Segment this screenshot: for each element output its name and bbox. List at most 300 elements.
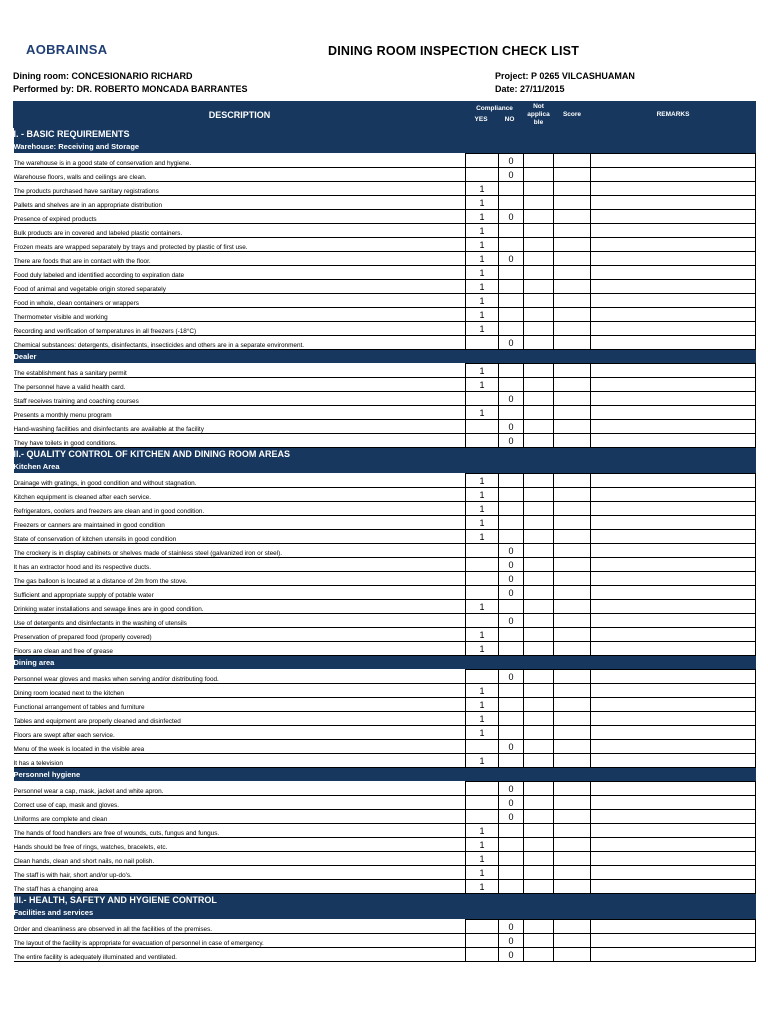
not-applicable-cell (524, 642, 554, 656)
item-description: It has a television (14, 754, 466, 768)
company-logo: AOBRAINSA (26, 42, 108, 57)
not-applicable-cell (524, 168, 554, 182)
yes-cell: 1 (466, 698, 499, 712)
no-cell: 0 (499, 558, 524, 572)
not-applicable-cell (524, 308, 554, 322)
remarks-cell (591, 740, 756, 754)
no-cell (499, 502, 524, 516)
item-description: The personnel have a valid health card. (14, 378, 466, 392)
table-row (14, 392, 756, 406)
remarks-cell (591, 196, 756, 210)
table-row (14, 224, 756, 238)
table-row (14, 740, 756, 754)
remarks-cell (591, 810, 756, 824)
not-applicable-cell (524, 614, 554, 628)
no-cell: 0 (499, 934, 524, 948)
table-row (14, 880, 756, 894)
yes-cell (466, 572, 499, 586)
item-description: Freezers or canners are maintained in good condition (14, 516, 466, 530)
not-applicable-cell (524, 628, 554, 642)
remarks-cell (591, 224, 756, 238)
item-description: Order and cleanliness are observed in all the facilities of the premises. (14, 920, 466, 934)
yes-cell (466, 434, 499, 448)
table-row (14, 572, 756, 586)
score-cell (554, 810, 591, 824)
no-cell (499, 378, 524, 392)
table-row (14, 726, 756, 740)
table-row (14, 488, 756, 502)
no-cell (499, 516, 524, 530)
no-cell (499, 600, 524, 614)
score-cell (554, 796, 591, 810)
no-cell: 0 (499, 420, 524, 434)
no-cell: 0 (499, 168, 524, 182)
yes-cell: 1 (466, 322, 499, 336)
yes-cell (466, 586, 499, 600)
table-row (14, 948, 756, 962)
not-applicable-cell (524, 558, 554, 572)
table-row (14, 294, 756, 308)
remarks-cell (591, 266, 756, 280)
table-row (14, 252, 756, 266)
table-row (14, 838, 756, 852)
inspection-info (13, 70, 248, 96)
not-applicable-cell (524, 824, 554, 838)
table-row (14, 810, 756, 824)
no-cell: 0 (499, 392, 524, 406)
table-row (14, 614, 756, 628)
section-header (14, 894, 756, 907)
compliance-header (466, 102, 524, 128)
not-applicable-cell (524, 210, 554, 224)
remarks-cell (591, 628, 756, 642)
item-description: Personnel wear a cap, mask, jacket and white apron. (14, 782, 466, 796)
no-cell (499, 712, 524, 726)
not-applicable-cell (524, 252, 554, 266)
remarks-cell (591, 502, 756, 516)
score-cell (554, 168, 591, 182)
no-cell: 0 (499, 920, 524, 934)
table-row (14, 544, 756, 558)
not-applicable-cell (524, 852, 554, 866)
remarks-cell (591, 294, 756, 308)
yes-cell: 1 (466, 224, 499, 238)
yes-cell (466, 782, 499, 796)
subsection-title: Warehouse: Receiving and Storage (14, 140, 756, 154)
item-description: The staff is with hair, short and/or up-do's. (14, 866, 466, 880)
yes-cell: 1 (466, 502, 499, 516)
no-cell (499, 838, 524, 852)
remarks-cell (591, 322, 756, 336)
not-applicable-cell (524, 726, 554, 740)
item-description: Refrigerators, coolers and freezers are clean and in good condition. (14, 502, 466, 516)
score-cell (554, 824, 591, 838)
score-cell (554, 308, 591, 322)
remarks-cell (591, 754, 756, 768)
item-description: The staff has a changing area (14, 880, 466, 894)
item-description: Thermometer visible and working (14, 308, 466, 322)
not-applicable-cell (524, 810, 554, 824)
item-description: Floors are swept after each service. (14, 726, 466, 740)
subsection-title: Facilities and services (14, 906, 756, 920)
item-description: The entire facility is adequately illuminated and ventilated. (14, 948, 466, 962)
subsection-title: Kitchen Area (14, 460, 756, 474)
score-cell (554, 406, 591, 420)
not-applicable-cell (524, 838, 554, 852)
no-cell: 0 (499, 252, 524, 266)
yes-cell: 1 (466, 516, 499, 530)
not-applicable-cell (524, 224, 554, 238)
not-applicable-line-2: applica (527, 110, 550, 118)
yes-cell: 1 (466, 600, 499, 614)
remarks-cell (591, 866, 756, 880)
no-cell (499, 754, 524, 768)
remarks-cell (591, 726, 756, 740)
table-row (14, 154, 756, 168)
score-cell (554, 488, 591, 502)
no-cell: 0 (499, 810, 524, 824)
item-description: Drainage with gratings, in good condition and without stagnation. (14, 474, 466, 488)
score-cell (554, 614, 591, 628)
remarks-cell (591, 392, 756, 406)
score-cell (554, 364, 591, 378)
score-cell (554, 434, 591, 448)
no-cell: 0 (499, 434, 524, 448)
subsection-title: Dining area (14, 656, 756, 670)
table-row (14, 670, 756, 684)
table-row (14, 920, 756, 934)
yes-cell: 1 (466, 406, 499, 420)
not-applicable-cell (524, 196, 554, 210)
no-cell (499, 406, 524, 420)
score-cell (554, 782, 591, 796)
not-applicable-cell (524, 336, 554, 350)
yes-cell: 1 (466, 364, 499, 378)
score-cell (554, 266, 591, 280)
yes-cell: 1 (466, 182, 499, 196)
no-cell (499, 642, 524, 656)
item-description: Chemical substances: detergents, disinfectants, insecticides and others are in a separate environment. (14, 336, 466, 350)
item-description: Personnel wear gloves and masks when serving and/or distributing food. (14, 670, 466, 684)
score-cell (554, 196, 591, 210)
score-cell (554, 586, 591, 600)
score-cell (554, 866, 591, 880)
table-row (14, 420, 756, 434)
item-description: Tables and equipment are properly cleaned and disinfected (14, 712, 466, 726)
no-cell (499, 182, 524, 196)
yes-cell (466, 740, 499, 754)
not-applicable-cell (524, 684, 554, 698)
item-description: Pallets and shelves are in an appropriate distribution (14, 196, 466, 210)
subsection-header (14, 460, 756, 474)
score-cell (554, 670, 591, 684)
remarks-cell (591, 880, 756, 894)
score-cell (554, 754, 591, 768)
yes-cell: 1 (466, 852, 499, 866)
no-cell (499, 726, 524, 740)
score-cell (554, 378, 591, 392)
score-cell (554, 572, 591, 586)
score-cell (554, 838, 591, 852)
yes-cell: 1 (466, 266, 499, 280)
table-row (14, 502, 756, 516)
remarks-cell (591, 210, 756, 224)
table-row (14, 182, 756, 196)
no-cell (499, 530, 524, 544)
yes-cell: 1 (466, 378, 499, 392)
no-cell (499, 364, 524, 378)
no-cell: 0 (499, 796, 524, 810)
yes-cell (466, 948, 499, 962)
remarks-cell (591, 488, 756, 502)
not-applicable-header (524, 102, 554, 128)
not-applicable-cell (524, 670, 554, 684)
yes-cell (466, 796, 499, 810)
score-cell (554, 698, 591, 712)
yes-cell (466, 544, 499, 558)
not-applicable-cell (524, 934, 554, 948)
yes-cell (466, 154, 499, 168)
no-cell: 0 (499, 586, 524, 600)
subsection-title: Personnel hygiene (14, 768, 756, 782)
table-row (14, 558, 756, 572)
section-title: III.- HEALTH, SAFETY AND HYGIENE CONTROL (14, 894, 756, 907)
date-label: Date: 27/11/2015 (495, 84, 565, 94)
table-row (14, 796, 756, 810)
not-applicable-cell (524, 586, 554, 600)
no-cell: 0 (499, 154, 524, 168)
subsection-header (14, 140, 756, 154)
score-cell (554, 530, 591, 544)
remarks-cell (591, 782, 756, 796)
remarks-cell (591, 670, 756, 684)
no-cell (499, 474, 524, 488)
remarks-cell (591, 420, 756, 434)
remarks-cell (591, 154, 756, 168)
table-row (14, 852, 756, 866)
score-cell (554, 726, 591, 740)
table-row (14, 168, 756, 182)
not-applicable-cell (524, 880, 554, 894)
subsection-header (14, 906, 756, 920)
no-cell (499, 824, 524, 838)
remarks-cell (591, 838, 756, 852)
score-cell (554, 182, 591, 196)
no-header: NO (504, 116, 515, 123)
remarks-cell (591, 280, 756, 294)
yes-cell: 1 (466, 642, 499, 656)
compliance-label: Compliance (476, 105, 513, 112)
yes-cell: 1 (466, 530, 499, 544)
no-cell (499, 224, 524, 238)
subsection-header (14, 656, 756, 670)
remarks-cell (591, 530, 756, 544)
score-cell (554, 934, 591, 948)
project-info (495, 70, 635, 96)
not-applicable-cell (524, 474, 554, 488)
table-row (14, 474, 756, 488)
item-description: They have toilets in good conditions. (14, 434, 466, 448)
yes-cell: 1 (466, 210, 499, 224)
not-applicable-cell (524, 392, 554, 406)
not-applicable-cell (524, 712, 554, 726)
not-applicable-cell (524, 948, 554, 962)
item-description: State of conservation of kitchen utensils in good condition (14, 530, 466, 544)
not-applicable-cell (524, 866, 554, 880)
yes-cell: 1 (466, 754, 499, 768)
table-row (14, 336, 756, 350)
yes-cell (466, 670, 499, 684)
section-header (14, 448, 756, 461)
remarks-cell (591, 712, 756, 726)
subsection-header (14, 350, 756, 364)
item-description: Preservation of prepared food (properly covered) (14, 628, 466, 642)
no-cell: 0 (499, 210, 524, 224)
remarks-cell (591, 364, 756, 378)
remarks-cell (591, 948, 756, 962)
score-cell (554, 852, 591, 866)
score-cell (554, 502, 591, 516)
not-applicable-cell (524, 364, 554, 378)
remarks-cell (591, 308, 756, 322)
table-row (14, 684, 756, 698)
no-cell (499, 280, 524, 294)
yes-cell (466, 614, 499, 628)
remarks-cell (591, 824, 756, 838)
item-description: Presents a monthly menu program (14, 406, 466, 420)
score-cell (554, 920, 591, 934)
remarks-cell (591, 642, 756, 656)
score-cell (554, 322, 591, 336)
item-description: Sufficient and appropriate supply of potable water (14, 586, 466, 600)
no-cell (499, 628, 524, 642)
no-cell: 0 (499, 948, 524, 962)
remarks-cell (591, 544, 756, 558)
yes-cell (466, 336, 499, 350)
remarks-cell (591, 434, 756, 448)
yes-cell: 1 (466, 474, 499, 488)
score-cell (554, 252, 591, 266)
not-applicable-cell (524, 154, 554, 168)
not-applicable-cell (524, 544, 554, 558)
item-description: The gas balloon is located at a distance of 2m from the stove. (14, 572, 466, 586)
remarks-cell (591, 572, 756, 586)
score-cell (554, 558, 591, 572)
no-cell (499, 196, 524, 210)
yes-cell: 1 (466, 252, 499, 266)
yes-cell: 1 (466, 880, 499, 894)
no-cell: 0 (499, 740, 524, 754)
item-description: Bulk products are in covered and labeled plastic containers. (14, 224, 466, 238)
remarks-cell (591, 600, 756, 614)
yes-cell (466, 392, 499, 406)
score-cell (554, 154, 591, 168)
yes-cell: 1 (466, 838, 499, 852)
project-label: Project: P 0265 VILCASHUAMAN (495, 71, 635, 81)
score-cell (554, 642, 591, 656)
score-cell (554, 712, 591, 726)
not-applicable-cell (524, 530, 554, 544)
remarks-cell (591, 934, 756, 948)
dining-room-label: Dining room: CONCESIONARIO RICHARD (13, 71, 193, 81)
item-description: Food of animal and vegetable origin stored separately (14, 280, 466, 294)
no-cell: 0 (499, 336, 524, 350)
not-applicable-cell (524, 294, 554, 308)
yes-cell (466, 420, 499, 434)
item-description: There are foods that are in contact with the floor. (14, 252, 466, 266)
remarks-cell (591, 920, 756, 934)
item-description: The warehouse is in a good state of conservation and hygiene. (14, 154, 466, 168)
subsection-title: Dealer (14, 350, 756, 364)
yes-cell: 1 (466, 712, 499, 726)
checklist-body (14, 128, 756, 962)
item-description: The crockery is in display cabinets or shelves made of stainless steel (galvanized iron or steel). (14, 544, 466, 558)
yes-cell (466, 920, 499, 934)
score-cell (554, 294, 591, 308)
no-cell (499, 880, 524, 894)
table-row (14, 238, 756, 252)
score-cell (554, 392, 591, 406)
item-description: Clean hands, clean and short nails, no nail polish. (14, 852, 466, 866)
score-header: Score (554, 102, 591, 128)
remarks-cell (591, 796, 756, 810)
table-row (14, 698, 756, 712)
yes-cell: 1 (466, 488, 499, 502)
remarks-cell (591, 238, 756, 252)
item-description: Correct use of cap, mask and gloves. (14, 796, 466, 810)
no-cell: 0 (499, 782, 524, 796)
yes-cell (466, 810, 499, 824)
yes-cell: 1 (466, 294, 499, 308)
no-cell (499, 852, 524, 866)
yes-cell: 1 (466, 238, 499, 252)
item-description: Hands should be free of rings, watches, bracelets, etc. (14, 838, 466, 852)
not-applicable-cell (524, 266, 554, 280)
item-description: Uniforms are complete and clean (14, 810, 466, 824)
yes-cell: 1 (466, 308, 499, 322)
score-cell (554, 420, 591, 434)
not-applicable-cell (524, 420, 554, 434)
no-cell (499, 488, 524, 502)
item-description: Staff receives training and coaching courses (14, 392, 466, 406)
score-cell (554, 474, 591, 488)
table-row (14, 628, 756, 642)
not-applicable-cell (524, 920, 554, 934)
remarks-cell (591, 336, 756, 350)
performed-by-label: Performed by: DR. ROBERTO MONCADA BARRANTES (13, 84, 248, 94)
no-cell (499, 266, 524, 280)
not-applicable-cell (524, 322, 554, 336)
yes-cell (466, 934, 499, 948)
score-cell (554, 948, 591, 962)
score-cell (554, 336, 591, 350)
item-description: Drinking water installations and sewage lines are in good condition. (14, 600, 466, 614)
not-applicable-cell (524, 754, 554, 768)
score-cell (554, 740, 591, 754)
no-cell (499, 294, 524, 308)
remarks-cell (591, 586, 756, 600)
not-applicable-cell (524, 406, 554, 420)
not-applicable-cell (524, 238, 554, 252)
section-title: I. - BASIC REQUIREMENTS (14, 128, 756, 141)
yes-cell: 1 (466, 726, 499, 740)
no-cell (499, 866, 524, 880)
not-applicable-cell (524, 572, 554, 586)
subsection-header (14, 768, 756, 782)
remarks-header: REMARKS (591, 102, 756, 128)
no-cell (499, 308, 524, 322)
score-cell (554, 628, 591, 642)
